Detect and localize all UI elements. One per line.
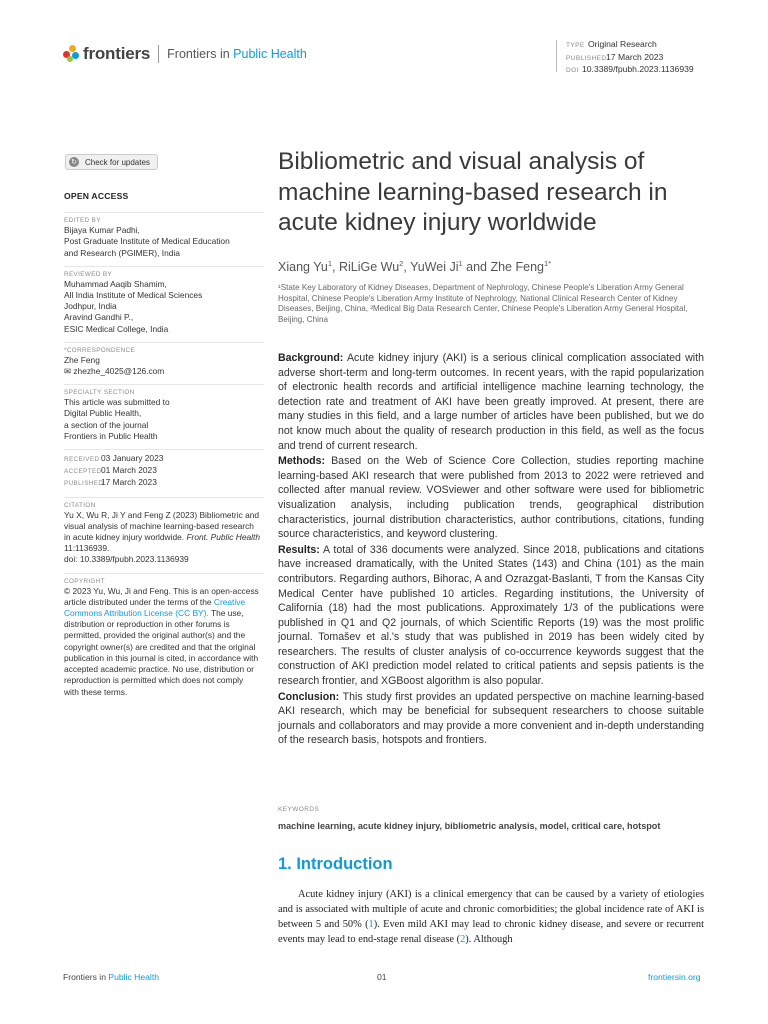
- check-for-updates-button[interactable]: ↻ Check for updates: [65, 154, 158, 170]
- author-affiliation-marker: 1: [458, 259, 463, 268]
- keywords-label: KEYWORDS: [278, 806, 320, 813]
- published-date: 17 March 2023: [606, 51, 664, 62]
- citation-doi[interactable]: doi: 10.3389/fpubh.2023.1136939: [64, 554, 189, 565]
- abstract-results: Results: A total of 336 documents were analyzed. Since 2018, publications and citations have increased dramatically, with the United States (143) and China (101) as the main contributors. Regarding authors, Bihorac, A and Ozrazgat-Baslanti, T from the Kansas City Medical Center have published 10 articles. Regarding institutions, the University of California (18) had the most publications. Approximately 1/3 of the publications were published in Q1 and Q2 journals, of which Scientific Reports (19) was the most prolific journal. Tomašev et al.'s study that was published in 2019 has been widely cited by researchers. The results of cluster analysis of co-occurrence keywords suggest that the construction of AKI prediction model related to critical patients and sepsis patients is the research frontier, and XGBoost algorithm is also popular.: [278, 543, 704, 688]
- author-name[interactable]: Xiang Yu: [278, 260, 328, 275]
- footer-journal[interactable]: Frontiers in Public Health: [63, 972, 160, 982]
- abstract: [278, 351, 704, 749]
- abstract-conclusion: Conclusion: This study first provides an updated perspective on machine learning-based AKI research, which may be beneficial for subsequent researchers to choose suitable journals and collaborators and may provide a more convenient and in-depth understanding of the research basis, hotspots and frontiers.: [278, 690, 704, 747]
- author-affiliation-marker: 1*: [543, 259, 552, 268]
- cc-by-license-link[interactable]: Creative Commons Attribution License (CC BY).: [64, 596, 246, 619]
- page-number: 01: [377, 972, 387, 982]
- article-meta: TYPE Original Research PUBLISHED17 March 2023 DOI 10.3389/fpubh.2023.1136939: [566, 39, 694, 74]
- correspondence-email[interactable]: zhezhe_4025@126.com: [73, 366, 165, 377]
- article-title: Bibliometric and visual analysis of machine learning-based research in acute kidney injury worldwide: [278, 148, 668, 236]
- footer-site-link[interactable]: frontiersin.org: [648, 972, 701, 982]
- author-name[interactable]: RiLiGe Wu: [338, 260, 400, 275]
- reference-link-2[interactable]: 2: [460, 934, 466, 945]
- author-affiliation-marker: 2: [399, 259, 404, 268]
- correspondence: *CORRESPONDENCE Zhe Feng ✉ zhezhe_4025@126.com: [64, 342, 264, 377]
- edited-by: EDITED BY Bijaya Kumar Padhi, Post Graduate Institute of Medical Education and Research (PGIMER), India: [64, 212, 264, 259]
- introduction-paragraph: Acute kidney injury (AKI) is a clinical emergency that can be caused by a variety of etiologies and is associated with multiple of acute and chronic comorbidities; the global incidence rate of AKI is between 5 and 50% (1). Even mild AKI may lead to chronic kidney disease, and severe or recurrent events may lead to end-stage renal disease (2). Although: [278, 889, 704, 945]
- copyright: COPYRIGHT © 2023 Yu, Wu, Ji and Feng. This is an open-access article distributed under the terms of the Creative Commons Attribution License (CC BY). The use, distribution or reproduction in other forums is permitted, provided the original author(s) and the copyright owner(s) are credited and that the original publication in this journal is cited, in accordance with accepted academic practice. No use, distribution or reproduction is permitted which does not comply with these terms.: [64, 573, 264, 698]
- reference-link-1[interactable]: 1: [368, 919, 374, 930]
- abstract-methods: Methods: Based on the Web of Science Core Collection, studies reporting machine learning-based AKI research that were published from 2013 to 2022 were retrieved and collected after manual review. VOSviewer and other software were used for bibliometric visualization analysis, including publication trends, geographical distribution characteristics, journal distribution characteristics, author contributions, citations, funding source characteristics, and keyword clustering.: [278, 455, 704, 541]
- keywords: machine learning, acute kidney injury, bibliometric analysis, model, critical care, hotspot: [278, 821, 661, 831]
- meta-divider: [556, 40, 557, 72]
- affiliations: ¹State Key Laboratory of Kidney Diseases, Department of Nephrology, Chinese People's Liberation Army General Hospital, Chinese People's Liberation Army Institute of Nephrology, National Clinical Research Center of Kidney Diseases, Beijing, China, ²Medical Big Data Research Center, Chinese People's Liberation Army General Hospital, Beijing, China: [278, 283, 688, 324]
- author-name[interactable]: Zhe Feng: [490, 260, 544, 275]
- specialty-section: SPECIALTY SECTION This article was submitted to Digital Public Health, a section of the journal Frontiers in Public Health: [64, 384, 264, 442]
- doi-link[interactable]: 10.3389/fpubh.2023.1136939: [582, 64, 694, 74]
- author-affiliation-marker: 1: [327, 259, 332, 268]
- publisher-name: frontiers: [83, 44, 151, 63]
- dates: RECEIVED 03 January 2023 ACCEPTED01 March 2023 PUBLISHED17 March 2023: [64, 449, 264, 490]
- sidebar: [64, 191, 264, 705]
- section-heading-introduction: 1. Introduction: [278, 855, 393, 873]
- logo-divider: [158, 45, 159, 63]
- journal-name[interactable]: Frontiers in Public Health: [167, 47, 307, 61]
- author-name[interactable]: YuWei Ji: [410, 260, 459, 275]
- open-access-label: OPEN ACCESS: [64, 191, 129, 201]
- refresh-icon: ↻: [69, 157, 79, 167]
- envelope-icon: ✉: [64, 366, 72, 377]
- citation: CITATION Yu X, Wu R, Ji Y and Feng Z (2023) Bibliometric and visual analysis of machine learning-based research in acute kidney injury worldwide. Front. Public Health 11:1136939. doi: 10.3389/fpubh.2023.1136939: [64, 497, 264, 566]
- article-type: Original Research: [588, 39, 657, 49]
- publisher-logo[interactable]: [63, 44, 307, 64]
- author-list: Xiang Yu$^1$, RiLiGe Wu$^2$, YuWei Ji$^1$ and Zhe Feng$^{1*}$: [278, 259, 552, 275]
- frontiers-logo-icon: [63, 45, 79, 63]
- reviewed-by: REVIEWED BY Muhammad Aaqib Shamim, All India Institute of Medical Sciences Jodhpur, India Aravind Gandhi P., ESIC Medical College, India: [64, 266, 264, 335]
- abstract-background: Background: Acute kidney injury (AKI) is a serious clinical complication associated with adverse short-term and long-term outcomes. In recent years, with the rapid popularization of electronic health records and artificial intelligence machine learning technology, the detection rate and treatment of AKI have been greatly improved. At present, there are many studies in this field, and a large number of articles have been published, but we do not know much about the quality of research production in this field, as well as the focus and trend of current research.: [278, 352, 704, 452]
